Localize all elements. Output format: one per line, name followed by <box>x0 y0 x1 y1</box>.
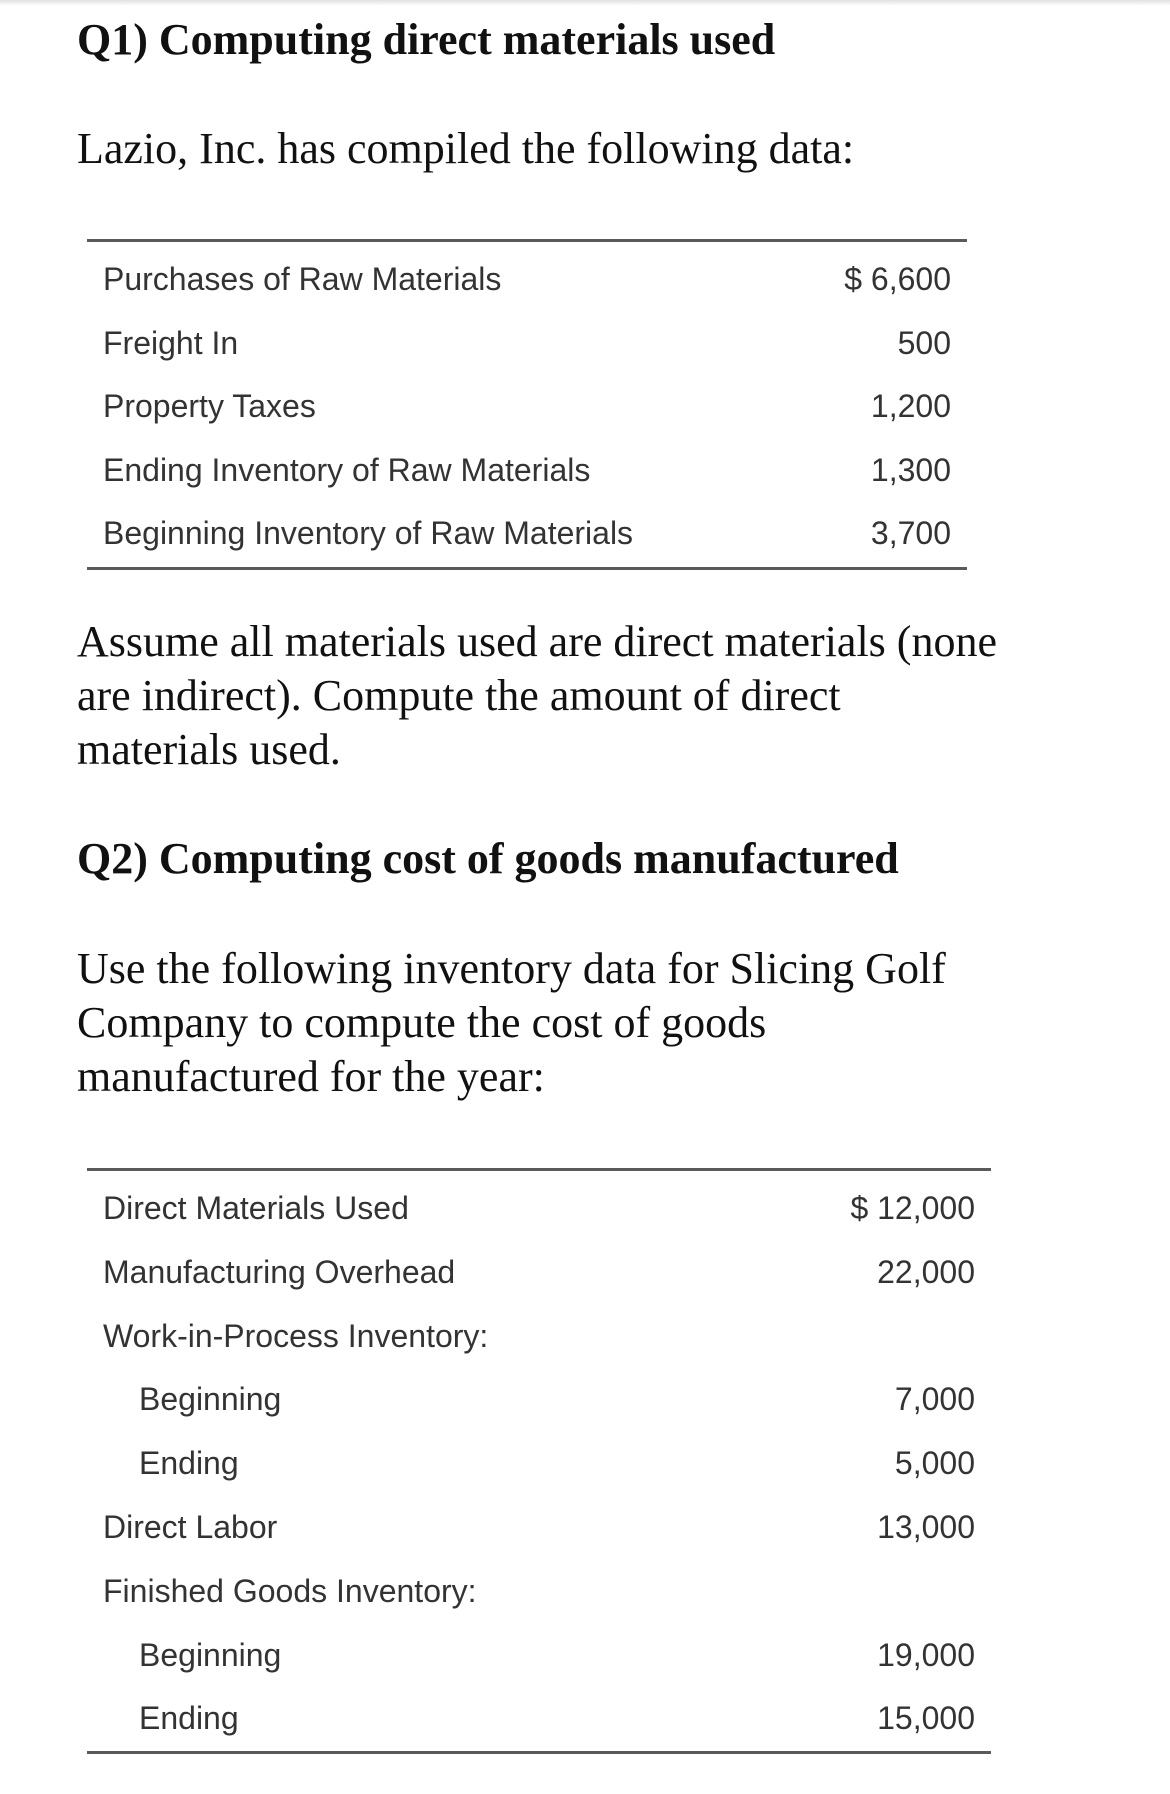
row-label: Ending <box>139 1445 239 1482</box>
q1-question-line: Assume all materials used are direct materials (none <box>77 617 997 666</box>
q2-intro-line: manufactured for the year: <box>77 1052 545 1101</box>
q2-table-bottom-rule <box>87 1751 991 1754</box>
table-row <box>103 513 951 553</box>
row-label: Direct Materials Used <box>103 1190 409 1226</box>
table-row <box>103 1571 975 1611</box>
row-label: Beginning <box>139 1636 282 1673</box>
row-label: Direct Labor <box>103 1509 278 1545</box>
row-label: Beginning <box>139 1381 282 1418</box>
row-label: Property Taxes <box>103 388 316 424</box>
table-row <box>103 1507 975 1547</box>
row-label: Freight In <box>103 324 239 361</box>
table-row <box>103 1252 975 1292</box>
row-value: 3,700 <box>870 515 951 551</box>
q1-heading: Q1) Computing direct materials used <box>77 15 776 64</box>
row-label: Beginning Inventory of Raw Materials <box>103 515 634 551</box>
q2-table-top-rule <box>87 1168 991 1171</box>
row-value: 19,000 <box>877 1636 975 1673</box>
table-row <box>103 386 951 426</box>
row-label: Ending <box>139 1700 239 1737</box>
row-label: Purchases of Raw Materials <box>103 261 502 297</box>
q1-table-bottom-rule <box>87 567 967 570</box>
q1-intro: Lazio, Inc. has compiled the following data: <box>77 124 855 173</box>
table-row <box>103 1188 975 1228</box>
q1-question-line: materials used. <box>77 725 341 774</box>
row-label: Finished Goods Inventory: <box>103 1572 477 1609</box>
row-value: $ 6,600 <box>844 261 951 297</box>
row-value: 7,000 <box>894 1381 975 1418</box>
row-value: 1,200 <box>870 388 951 424</box>
table-row <box>103 1698 975 1738</box>
row-value: 5,000 <box>894 1445 975 1482</box>
top-shadow <box>0 0 1170 6</box>
row-value: 15,000 <box>877 1700 975 1737</box>
row-value: 22,000 <box>877 1253 975 1290</box>
q2-intro-line: Company to compute the cost of goods <box>77 998 767 1047</box>
q2-heading: Q2) Computing cost of goods manufactured <box>77 834 899 883</box>
table-row <box>103 323 951 363</box>
q1-question-line: are indirect). Compute the amount of direct <box>77 671 841 720</box>
table-row <box>103 450 951 490</box>
table-row <box>103 1379 975 1419</box>
row-label: Work-in-Process Inventory: <box>103 1317 489 1354</box>
table-row <box>103 1316 975 1356</box>
q2-intro-line: Use the following inventory data for Slicing Golf <box>77 944 946 993</box>
row-value: 1,300 <box>870 451 951 488</box>
table-row <box>103 1635 975 1675</box>
table-row <box>103 259 951 299</box>
row-value: 500 <box>897 324 951 361</box>
q1-table-top-rule <box>87 239 967 242</box>
row-label: Manufacturing Overhead <box>103 1253 456 1290</box>
row-value: 13,000 <box>877 1509 975 1545</box>
row-value: $ 12,000 <box>850 1190 975 1226</box>
row-label: Ending Inventory of Raw Materials <box>103 451 591 488</box>
table-row <box>103 1443 975 1483</box>
